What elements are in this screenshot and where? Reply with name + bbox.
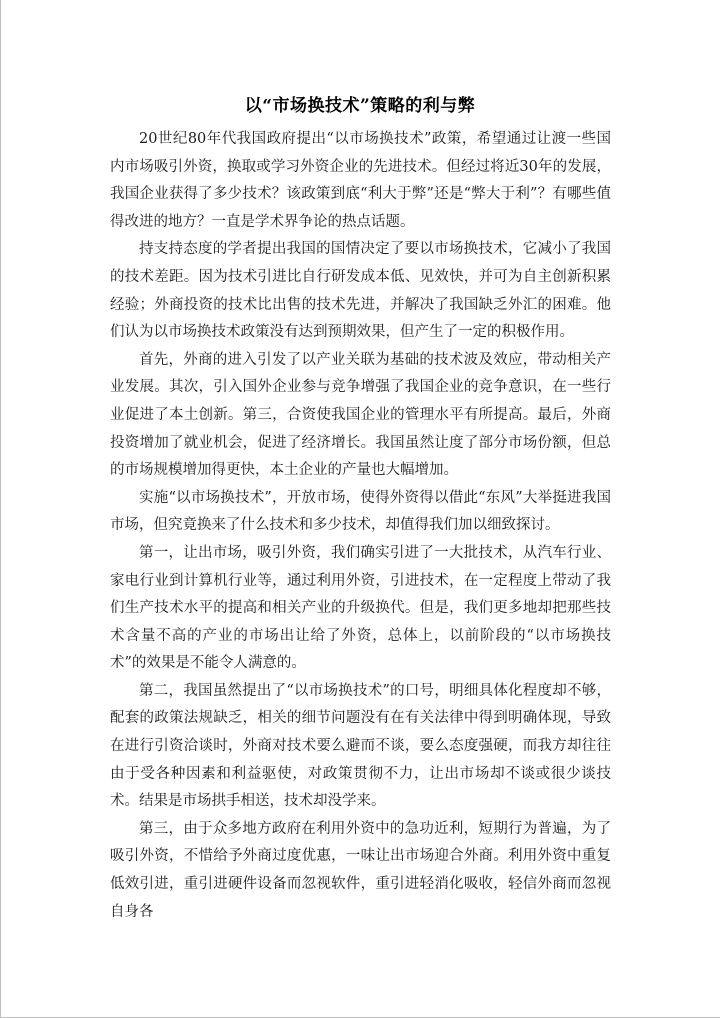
page-edge-left <box>0 0 1 1018</box>
document-body <box>110 126 611 926</box>
paragraph: 第二，我国虽然提出了“以市场换技术”的口号，明细具体化程度却不够，配套的政策法规缺乏，相关的细节问题没有在有关法律中得到明确体现，导致在进行引资洽谈时，外商对技术要么避而不谈，要么态度强硬，而我方却往往由于受各种因素和利益驱使，对政策贯彻不力，让出市场却不谈或很少谈技术。结果是市场拱手相送，技术却没学来。 <box>110 682 611 810</box>
paragraph: 20世纪80年代我国政府提出“以市场换技术”政策，希望通过让渡一些国内市场吸引外资，换取或学习外资企业的先进技术。但经过将近30年的发展，我国企业获得了多少技术？该政策到底“利大于弊”还是“弊大于利”？有哪些值得改进的地方？一直是学术界争论的热点话题。 <box>110 131 611 230</box>
document-title: 以“市场换技术”策略的利与弊 <box>244 96 476 116</box>
paragraph: 第一，让出市场，吸引外资，我们确实引进了一大批技术，从汽车行业、家电行业到计算机行业等，通过利用外资，引进技术，在一定程度上带动了我们生产技术水平的提高和相关产业的升级换代。但是，我们更多地却把那些技术含量不高的产业的市场出让给了外资，总体上，以前阶段的“以市场换技术”的效果是不能令人满意的。 <box>110 544 611 672</box>
paragraph: 实施“以市场换技术”，开放市场，使得外资得以借此“东风”大举挺进我国市场，但究竟换来了什么技术和多少技术，却值得我们加以细致探讨。 <box>110 489 611 534</box>
paragraph: 第三，由于众多地方政府在利用外资中的急功近利，短期行为普遍，为了吸引外资，不惜给予外商过度优惠，一味让出市场迎合外商。利用外资中重复低效引进，重引进硬件设备而忽视软件，重引进轻消化吸收，轻信外商而忽视自身各 <box>110 820 611 920</box>
paragraph: 持支持态度的学者提出我国的国情决定了要以市场换技术，它减小了我国的技术差距。因为技术引进比自行研发成本低、见效快，并可为自主创新积累经验；外商投资的技术比出售的技术先进，并解决了我国缺乏外汇的困难。他们认为以市场换技术政策没有达到预期效果，但产生了一定的积极作用。 <box>110 241 611 341</box>
paragraph: 首先，外商的进入引发了以产业关联为基础的技术波及效应，带动相关产业发展。其次，引入国外企业参与竞争增强了我国企业的竞争意识，在一些行业促进了本土创新。第三，合资使我国企业的管理水平有所提高。最后，外商投资增加了就业机会，促进了经济增长。我国虽然让度了部分市场份额，但总的市场规模增加得更快，本土企业的产量也大幅增加。 <box>110 351 611 479</box>
